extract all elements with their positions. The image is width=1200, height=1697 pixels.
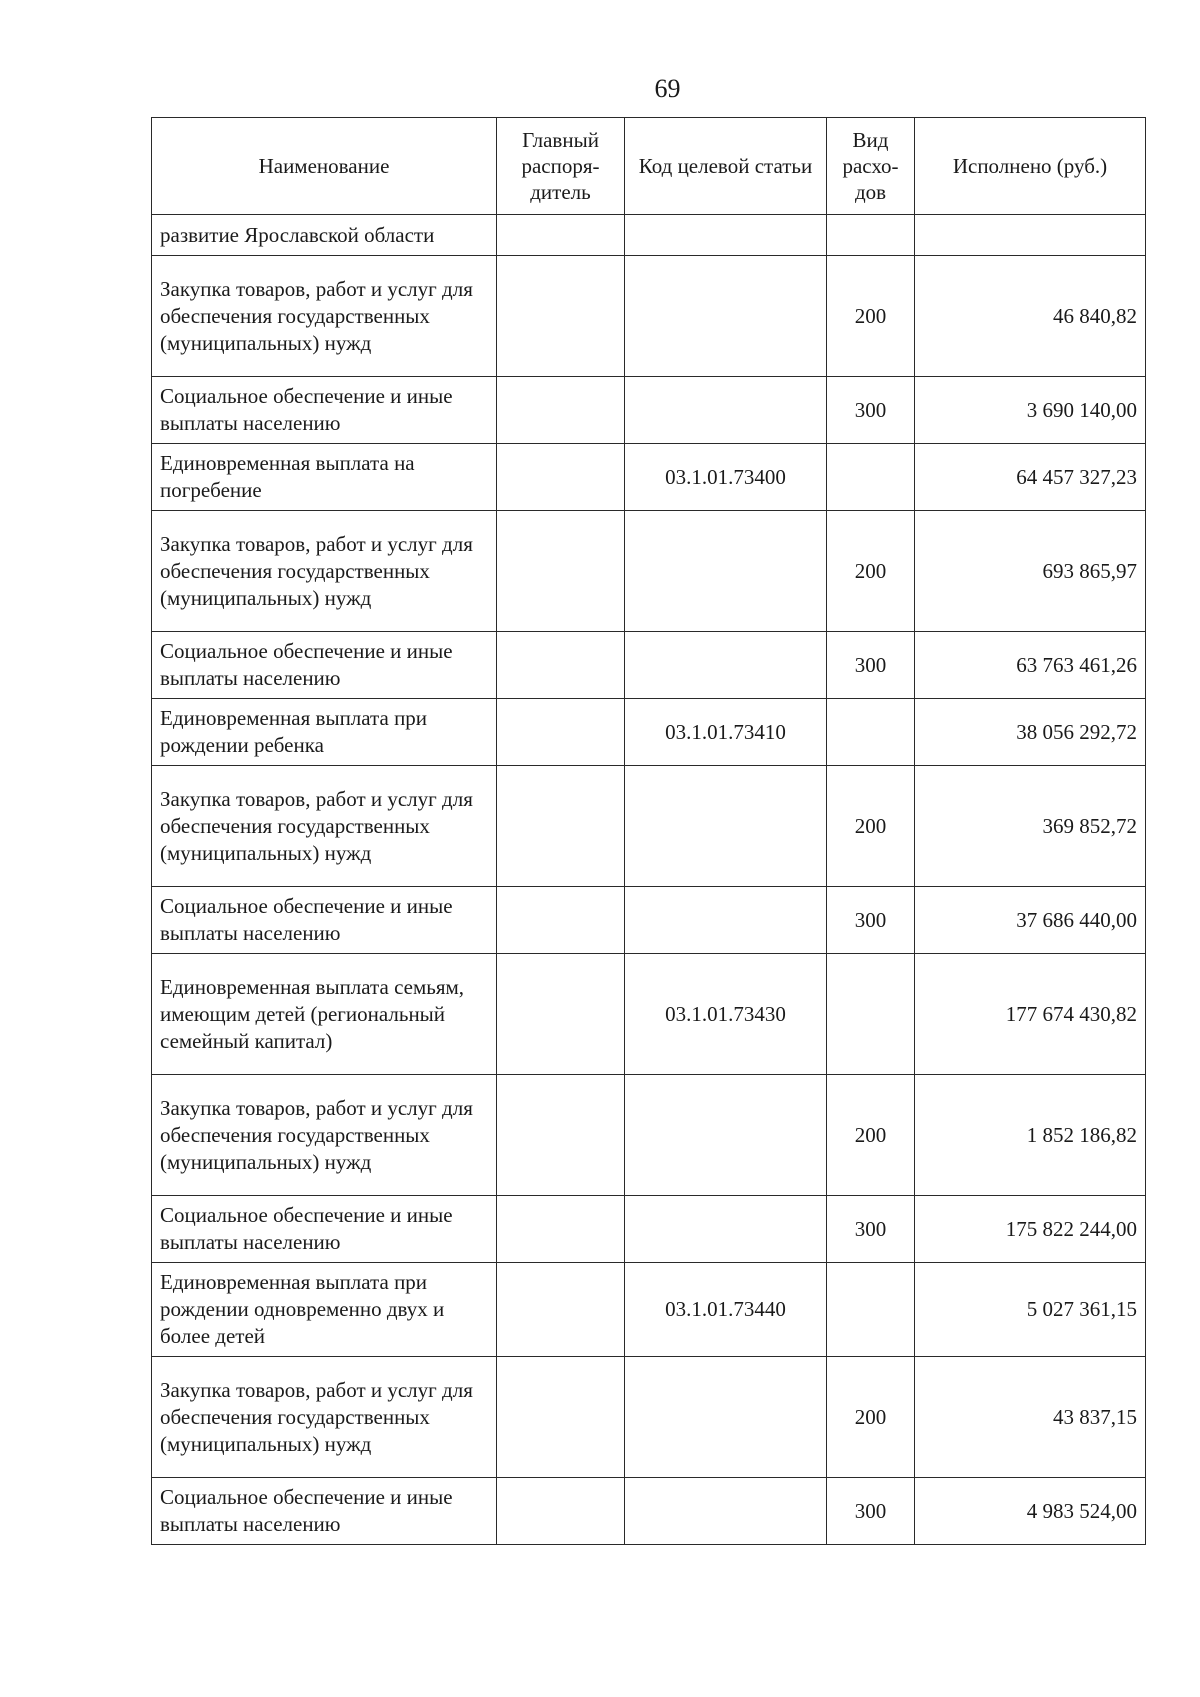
row-name: Социальное обеспечение и иные выплаты населению bbox=[152, 377, 497, 444]
row-expense-type: 200 bbox=[827, 1075, 915, 1196]
row-name: Социальное обеспечение и иные выплаты населению bbox=[152, 1196, 497, 1263]
row-executed: 175 822 244,00 bbox=[915, 1196, 1146, 1263]
row-target-code bbox=[625, 1196, 827, 1263]
row-main-manager bbox=[497, 256, 625, 377]
row-main-manager bbox=[497, 1478, 625, 1545]
row-target-code: 03.1.01.73410 bbox=[625, 699, 827, 766]
row-expense-type bbox=[827, 954, 915, 1075]
row-name: Закупка товаров, работ и услуг для обеспечения государственных (муниципальных) нужд bbox=[152, 1357, 497, 1478]
row-main-manager bbox=[497, 1075, 625, 1196]
row-name: Единовременная выплата при рождении ребенка bbox=[152, 699, 497, 766]
row-name: Единовременная выплата на погребение bbox=[152, 444, 497, 511]
row-expense-type: 200 bbox=[827, 766, 915, 887]
row-main-manager bbox=[497, 377, 625, 444]
row-name: Единовременная выплата семьям, имеющим детей (региональный семейный капитал) bbox=[152, 954, 497, 1075]
table-row bbox=[152, 1478, 1146, 1545]
table-row bbox=[152, 699, 1146, 766]
row-executed: 693 865,97 bbox=[915, 511, 1146, 632]
table-row bbox=[152, 256, 1146, 377]
row-main-manager bbox=[497, 887, 625, 954]
row-target-code bbox=[625, 215, 827, 256]
row-target-code bbox=[625, 1075, 827, 1196]
row-executed: 5 027 361,15 bbox=[915, 1263, 1146, 1357]
row-main-manager bbox=[497, 766, 625, 887]
row-target-code: 03.1.01.73400 bbox=[625, 444, 827, 511]
table-row bbox=[152, 1263, 1146, 1357]
header-target-code: Код целевой статьи bbox=[625, 118, 827, 215]
table-row bbox=[152, 215, 1146, 256]
row-target-code: 03.1.01.73430 bbox=[625, 954, 827, 1075]
row-executed: 46 840,82 bbox=[915, 256, 1146, 377]
row-target-code bbox=[625, 1357, 827, 1478]
row-name: Закупка товаров, работ и услуг для обеспечения государственных (муниципальных) нужд bbox=[152, 766, 497, 887]
row-target-code bbox=[625, 766, 827, 887]
row-main-manager bbox=[497, 1196, 625, 1263]
budget-table-container bbox=[151, 117, 1145, 1545]
header-name: Наименование bbox=[152, 118, 497, 215]
row-name: развитие Ярославской области bbox=[152, 215, 497, 256]
row-executed: 4 983 524,00 bbox=[915, 1478, 1146, 1545]
header-expense-type: Вид расхо-дов bbox=[827, 118, 915, 215]
table-row bbox=[152, 1357, 1146, 1478]
table-row bbox=[152, 632, 1146, 699]
row-executed: 43 837,15 bbox=[915, 1357, 1146, 1478]
row-executed: 38 056 292,72 bbox=[915, 699, 1146, 766]
table-row bbox=[152, 377, 1146, 444]
row-expense-type bbox=[827, 444, 915, 511]
page-number: 69 bbox=[654, 74, 681, 103]
row-target-code bbox=[625, 511, 827, 632]
row-expense-type: 300 bbox=[827, 1478, 915, 1545]
row-expense-type: 200 bbox=[827, 256, 915, 377]
table-row bbox=[152, 1075, 1146, 1196]
table-row bbox=[152, 954, 1146, 1075]
row-name: Закупка товаров, работ и услуг для обеспечения государственных (муниципальных) нужд bbox=[152, 511, 497, 632]
table-row bbox=[152, 766, 1146, 887]
table-row bbox=[152, 511, 1146, 632]
row-executed: 3 690 140,00 bbox=[915, 377, 1146, 444]
row-target-code bbox=[625, 887, 827, 954]
header-main-manager: Главный распоря-дитель bbox=[497, 118, 625, 215]
row-executed: 64 457 327,23 bbox=[915, 444, 1146, 511]
row-expense-type bbox=[827, 215, 915, 256]
row-expense-type bbox=[827, 1263, 915, 1357]
row-executed: 369 852,72 bbox=[915, 766, 1146, 887]
row-executed: 63 763 461,26 bbox=[915, 632, 1146, 699]
row-main-manager bbox=[497, 1357, 625, 1478]
row-expense-type: 300 bbox=[827, 632, 915, 699]
row-expense-type: 200 bbox=[827, 1357, 915, 1478]
row-main-manager bbox=[497, 954, 625, 1075]
row-target-code bbox=[625, 1478, 827, 1545]
header-executed: Исполнено (руб.) bbox=[915, 118, 1146, 215]
row-name: Социальное обеспечение и иные выплаты населению bbox=[152, 1478, 497, 1545]
row-expense-type: 300 bbox=[827, 887, 915, 954]
row-target-code bbox=[625, 377, 827, 444]
table-row bbox=[152, 1196, 1146, 1263]
row-main-manager bbox=[497, 511, 625, 632]
row-expense-type bbox=[827, 699, 915, 766]
budget-table bbox=[151, 117, 1146, 1545]
row-name: Закупка товаров, работ и услуг для обеспечения государственных (муниципальных) нужд bbox=[152, 256, 497, 377]
table-header-row bbox=[152, 118, 1146, 215]
row-executed: 37 686 440,00 bbox=[915, 887, 1146, 954]
row-target-code: 03.1.01.73440 bbox=[625, 1263, 827, 1357]
row-target-code bbox=[625, 632, 827, 699]
table-row bbox=[152, 887, 1146, 954]
row-main-manager bbox=[497, 215, 625, 256]
row-name: Социальное обеспечение и иные выплаты населению bbox=[152, 632, 497, 699]
row-main-manager bbox=[497, 699, 625, 766]
row-main-manager bbox=[497, 1263, 625, 1357]
row-name: Закупка товаров, работ и услуг для обеспечения государственных (муниципальных) нужд bbox=[152, 1075, 497, 1196]
row-expense-type: 300 bbox=[827, 1196, 915, 1263]
row-expense-type: 200 bbox=[827, 511, 915, 632]
row-expense-type: 300 bbox=[827, 377, 915, 444]
row-executed: 177 674 430,82 bbox=[915, 954, 1146, 1075]
row-target-code bbox=[625, 256, 827, 377]
table-row bbox=[152, 444, 1146, 511]
row-name: Единовременная выплата при рождении одновременно двух и более детей bbox=[152, 1263, 497, 1357]
row-main-manager bbox=[497, 632, 625, 699]
row-name: Социальное обеспечение и иные выплаты населению bbox=[152, 887, 497, 954]
row-main-manager bbox=[497, 444, 625, 511]
row-executed bbox=[915, 215, 1146, 256]
row-executed: 1 852 186,82 bbox=[915, 1075, 1146, 1196]
